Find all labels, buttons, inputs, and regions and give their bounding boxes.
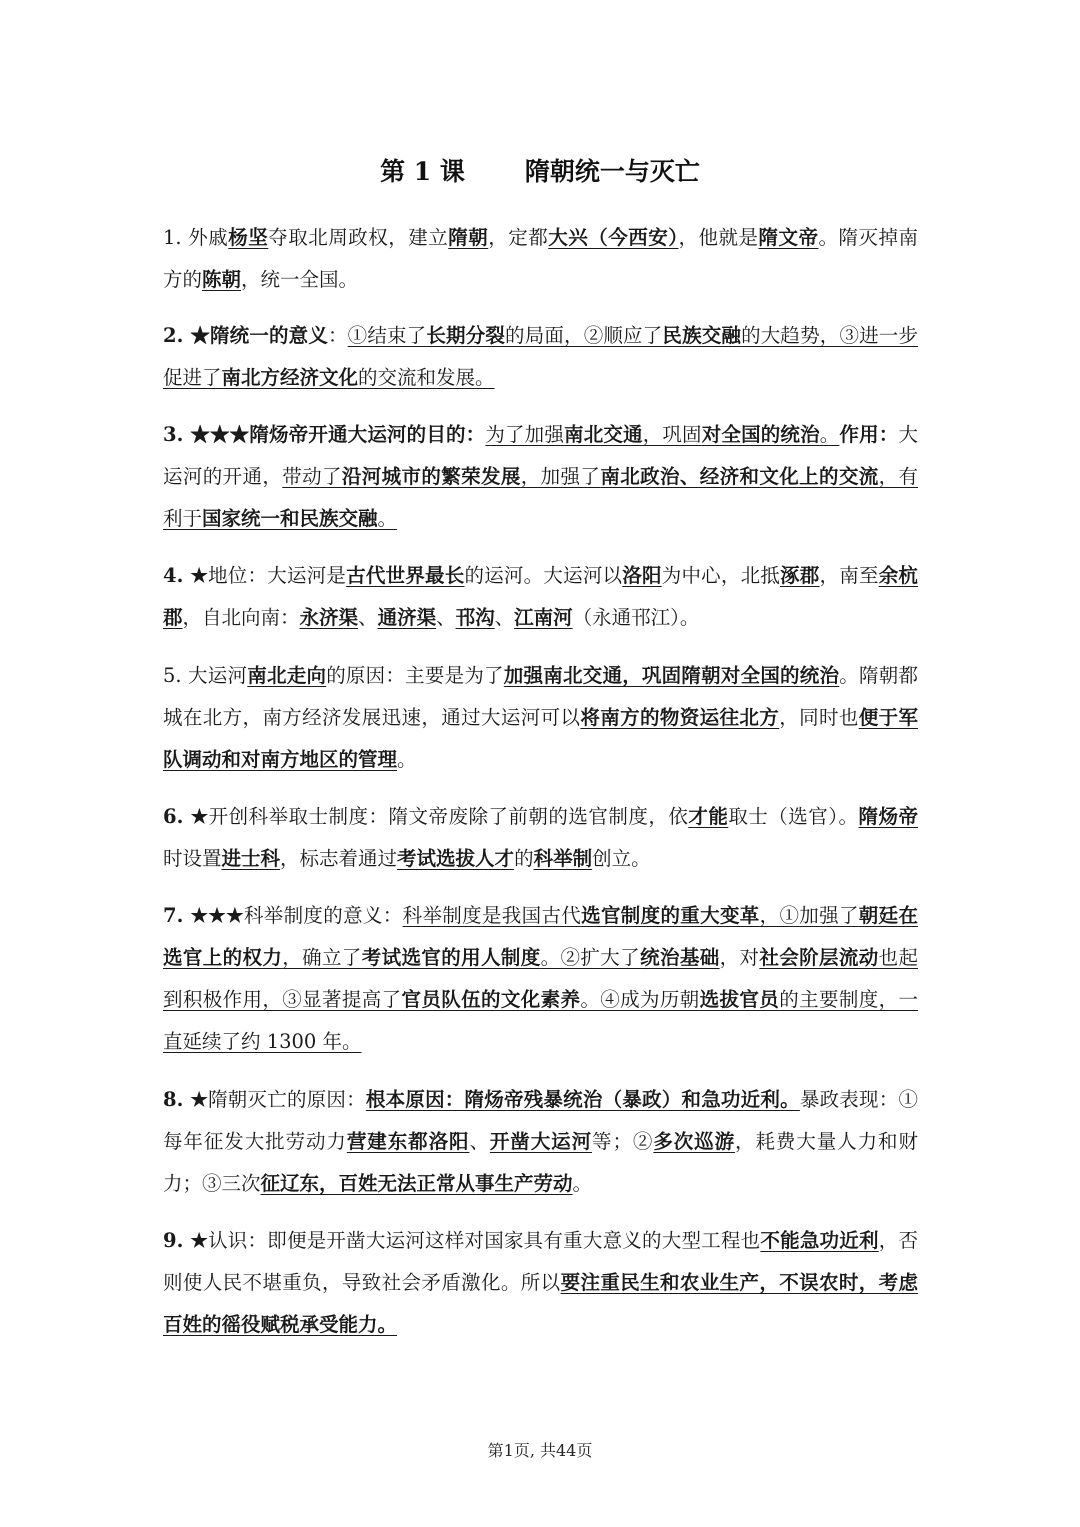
key-term: 便于军队调动和对南方地区的管理 xyxy=(163,706,918,771)
key-term: 营建东都洛阳 xyxy=(346,1130,470,1153)
key-term: 才能 xyxy=(688,805,729,828)
text-run: 为中心，北抵 xyxy=(661,564,781,587)
key-term: 的主要制度，一直延续了约 1300 年。 xyxy=(163,988,918,1053)
key-term: 南北交通 xyxy=(564,423,643,446)
key-term: 开凿大运河 xyxy=(489,1130,593,1153)
key-term: 也起到积极作用，③显著提高了 xyxy=(163,946,918,1011)
lesson-title xyxy=(0,152,1080,188)
key-term: 科举制 xyxy=(533,847,593,870)
key-term: 。④成为历朝 xyxy=(580,988,700,1011)
text-run: 的原因：主要是为了 xyxy=(326,664,504,687)
key-term: 隋朝 xyxy=(448,226,489,249)
text-run: 。隋灭掉南方的 xyxy=(163,226,918,291)
key-term: 杨坚 xyxy=(228,226,269,249)
key-term: 南北走向 xyxy=(247,664,327,687)
key-term: 古代世界最长 xyxy=(346,564,465,587)
key-term: 多次巡游 xyxy=(653,1130,736,1153)
key-term: ，加强了 xyxy=(520,465,601,488)
text-run: ，自北向南： xyxy=(182,606,300,629)
key-term: 考试选官的用人制度 xyxy=(361,946,541,969)
text-run: 5. 大运河 xyxy=(163,664,248,687)
text-run: 1. 外戚 xyxy=(163,226,229,249)
key-term: 选拔官员 xyxy=(699,988,780,1011)
key-term: 选官制度的重大变革 xyxy=(581,904,760,927)
text-run: （永通邗江）。 xyxy=(572,606,700,629)
text-run: 8. ★ xyxy=(163,1088,209,1111)
key-term: 社会阶层流动 xyxy=(759,946,879,969)
text-run: 6. ★ xyxy=(163,805,209,828)
key-term: 不能急功近利 xyxy=(760,1229,879,1252)
point-2 xyxy=(163,315,918,399)
key-term: 为了加强 xyxy=(485,423,565,446)
key-term: 根本原因：隋炀帝残暴统治（暴政）和急功近利。 xyxy=(365,1088,800,1111)
key-term: 统治基础 xyxy=(640,946,720,969)
text-run: ，南至 xyxy=(819,564,879,587)
key-term: 沿河城市的繁荣发展 xyxy=(341,465,521,488)
text-run: 。 xyxy=(397,748,417,771)
key-term: 长期分裂 xyxy=(426,324,506,347)
key-term: 民族交融 xyxy=(662,324,742,347)
point-3 xyxy=(163,414,918,540)
point-8 xyxy=(163,1079,918,1205)
text-run: 大运河的开通， xyxy=(163,423,918,488)
key-term: 南北方经济文化 xyxy=(221,366,359,389)
key-term: 朝廷在选官上的权力 xyxy=(163,904,918,969)
text-run: 隋朝灭亡的原因： xyxy=(208,1088,366,1111)
key-term: 永济渠 xyxy=(299,606,359,629)
key-term: 考试选拔人才 xyxy=(397,847,515,870)
key-term: ，确立了 xyxy=(282,946,362,969)
lesson-name: 隋朝统一与灭亡 xyxy=(524,157,700,186)
text-run: 科举制度的意义： xyxy=(243,904,403,927)
text-run: 的 xyxy=(514,847,534,870)
text-run: 夺取北周政权，建立 xyxy=(268,226,449,249)
text-run: ，耗费大量人力和财力；③三次 xyxy=(163,1130,918,1195)
text-run: 、 xyxy=(358,606,378,629)
text-run: ，否则使人民不堪重负，导致社会矛盾激化。所以 xyxy=(163,1229,918,1294)
key-term: 江南河 xyxy=(514,606,573,629)
key-term: 南北政治、经济和文化上的交流 xyxy=(600,465,879,488)
lesson-number: 第 1 课 xyxy=(380,157,465,186)
text-run: 认识：即便是开凿大运河这样对国家具有重大意义的大型工程也 xyxy=(208,1229,761,1252)
key-term: 的交流和发展。 xyxy=(358,366,495,389)
key-term: 。②扩大了 xyxy=(540,946,641,969)
text-run: ，定都 xyxy=(488,226,549,249)
key-term: 的局面，②顺应了 xyxy=(505,324,663,347)
key-term: 将南方的物资运往北方 xyxy=(580,706,780,729)
text-run: 取士（选官）。 xyxy=(728,805,859,828)
point-6 xyxy=(163,796,918,880)
text-run: 4. ★ xyxy=(163,564,209,587)
key-term: 进士科 xyxy=(221,847,281,870)
key-term: 带动了 xyxy=(282,465,342,488)
key-term: 隋炀帝 xyxy=(858,805,918,828)
page-footer: 第1页, 共44页 xyxy=(487,1441,593,1460)
text-run: ，对 xyxy=(719,946,760,969)
key-term: 征辽东，百姓无法正常从事生产劳动 xyxy=(260,1172,573,1195)
text-run: ，统一全国。 xyxy=(241,268,359,291)
key-term: 洛阳 xyxy=(622,564,662,587)
text-run: 时设置 xyxy=(163,847,222,870)
key-term: ，①加强了 xyxy=(759,904,859,927)
text-run: ，同时也 xyxy=(779,706,859,729)
text-run: 暴政表现：①每年征发大批劳动力 xyxy=(163,1088,918,1153)
key-term: 邗沟 xyxy=(455,606,495,629)
text-run: 等；② xyxy=(592,1130,654,1153)
text-run: 3. ★★★隋炀帝开通大运河的目的： xyxy=(163,423,486,446)
key-term: 。 xyxy=(377,507,398,530)
text-run: 地位：大运河是 xyxy=(208,564,347,587)
text-run: 、 xyxy=(494,606,515,629)
point-5 xyxy=(163,655,918,781)
key-term: 余杭郡 xyxy=(163,564,918,629)
key-term: 加强南北交通，巩固隋朝对全国的统治 xyxy=(503,664,840,687)
text-run: 9. ★ xyxy=(163,1229,209,1252)
text-run: 创立。 xyxy=(592,847,651,870)
key-term: 对全国的统治 xyxy=(701,423,820,446)
point-9 xyxy=(163,1220,918,1346)
text-run: ，他就是 xyxy=(678,226,759,249)
key-term: 的大趋势，③进一步促进了 xyxy=(163,324,918,389)
key-term: 陈朝 xyxy=(202,268,242,291)
text-run: ： xyxy=(328,324,348,347)
key-term: 要注重民生和农业生产，不误农时，考虑百姓的徭役赋税承受能力。 xyxy=(163,1271,918,1336)
key-term: 。 xyxy=(819,423,840,446)
key-term: 通济渠 xyxy=(377,606,437,629)
key-term: 官员队伍的文化素养 xyxy=(401,988,581,1011)
key-term: ，巩固 xyxy=(642,423,702,446)
text-run: 、 xyxy=(469,1130,490,1153)
text-run: 。隋朝都城在北方，南方经济发展迅速，通过大运河可以 xyxy=(163,664,918,729)
text-run: 的运河。大运河以 xyxy=(464,564,623,587)
text-run: 2. ★隋统一的意义 xyxy=(163,324,328,347)
text-run: 。 xyxy=(572,1172,593,1195)
key-term: 大兴（今西安） xyxy=(548,226,679,249)
text-run: 、 xyxy=(436,606,456,629)
point-4 xyxy=(163,555,918,639)
key-term: 涿郡 xyxy=(780,564,820,587)
point-7 xyxy=(163,895,918,1063)
point-1 xyxy=(163,217,918,301)
key-term: 隋文帝 xyxy=(758,226,819,249)
text-run: 作用： xyxy=(839,423,899,446)
text-run: 7. ★★★ xyxy=(163,904,244,927)
key-term: ①结束了 xyxy=(347,324,427,347)
text-run: 开创科举取士制度：隋文帝废除了前朝的选官制度，依 xyxy=(208,805,689,828)
text-run: ，标志着通过 xyxy=(280,847,398,870)
key-term: 国家统一和民族交融 xyxy=(202,507,378,530)
key-term: 科举制度是我国古代 xyxy=(402,904,582,927)
key-term: ，有利于 xyxy=(163,465,918,530)
